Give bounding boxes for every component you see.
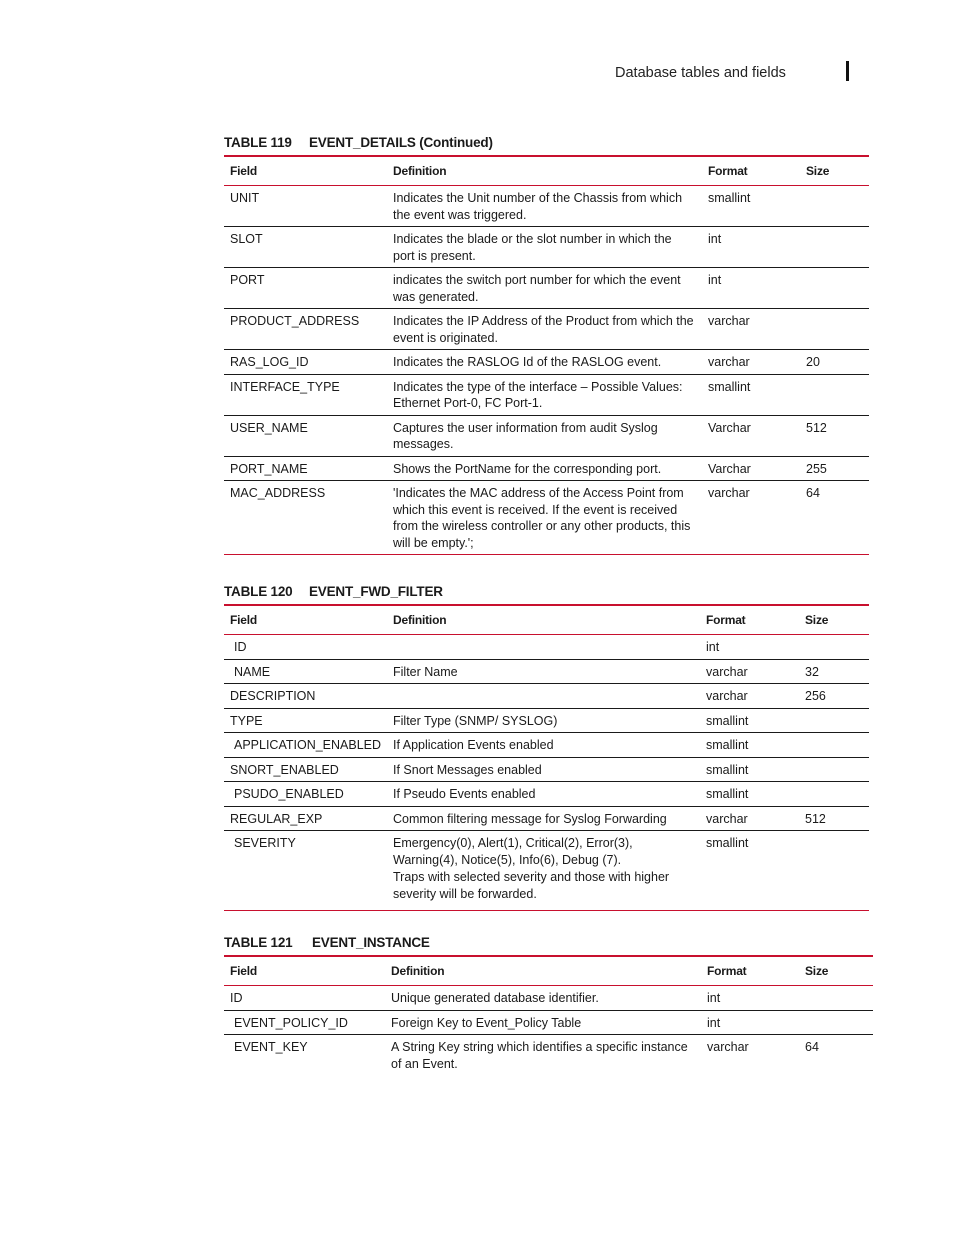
cell-definition: Indicates the type of the interface – Possible Values: Ethernet Port-0, FC Port-1. [387,374,702,415]
table-number: TABLE 119 [224,135,292,150]
cell-size [799,1010,873,1035]
column-header-definition: Definition [393,164,447,178]
cell-format: int [700,635,799,660]
cell-field: UNIT [224,186,387,227]
cell-field: PSUDO_ENABLED [224,782,387,807]
table-row [224,831,869,911]
cell-definition: If Pseudo Events enabled [387,782,700,807]
table-number: TABLE 121 [224,935,293,950]
table-row [224,186,869,227]
table-row [224,986,873,1011]
cell-field: PRODUCT_ADDRESS [224,309,387,350]
cell-format: varchar [700,806,799,831]
column-header-field: Field [230,613,258,627]
table-row [224,1010,873,1035]
cell-definition: Common filtering message for Syslog Forwarding [387,806,700,831]
cell-size [799,733,869,758]
cell-size: 32 [799,659,869,684]
cell-format: varchar [702,350,800,375]
cell-definition: Shows the PortName for the corresponding port. [387,456,702,481]
cell-size [800,374,869,415]
cell-size: 64 [800,481,869,555]
cell-format: Varchar [702,456,800,481]
cell-definition: If Snort Messages enabled [387,757,700,782]
cell-size [799,757,869,782]
cell-definition: A String Key string which identifies a specific instance of an Event. [391,1040,688,1071]
table-name: EVENT_INSTANCE [312,935,430,950]
cell-field: PORT [224,268,387,309]
cell-format: int [701,1010,799,1035]
cell-format: Varchar [702,415,800,456]
cell-size [799,986,873,1011]
table-header-row [224,156,869,186]
table-caption [224,935,873,955]
cell-field: REGULAR_EXP [224,806,387,831]
cell-format: smallint [700,782,799,807]
cell-definition: Indicates the RASLOG Id of the RASLOG event. [387,350,702,375]
table-row [224,227,869,268]
cell-format: int [702,268,800,309]
cell-field: DESCRIPTION [224,684,387,709]
table-row [224,806,869,831]
column-header-format: Format [706,613,746,627]
table-row [224,374,869,415]
cell-definition: Foreign Key to Event_Policy Table [385,1010,701,1035]
table-name: EVENT_DETAILS (Continued) [309,135,493,150]
cell-size: 512 [800,415,869,456]
cell-size [799,782,869,807]
cell-size: 20 [800,350,869,375]
cell-field: ID [224,986,385,1011]
cell-field: USER_NAME [224,415,387,456]
table-header-row [224,605,869,635]
data-table [224,955,873,1075]
data-table [224,604,869,911]
column-header-field: Field [230,164,258,178]
column-header-size: Size [805,613,829,627]
cell-format: smallint [700,831,799,911]
table-number: TABLE 120 [224,584,293,599]
cell-definition [387,831,700,911]
column-header-format: Format [707,964,747,978]
column-header-definition: Definition [391,964,445,978]
cell-definition: Filter Type (SNMP/ SYSLOG) [387,708,700,733]
table-row [224,309,869,350]
cell-size: 512 [799,806,869,831]
cell-format: varchar [702,481,800,555]
cell-field: SEVERITY [224,831,387,911]
cell-format: smallint [702,374,800,415]
cell-format: int [702,227,800,268]
column-header-size: Size [806,164,830,178]
table-row [224,481,869,555]
table-row [224,782,869,807]
cell-format: varchar [702,309,800,350]
cell-field: NAME [224,659,387,684]
cell-field: RAS_LOG_ID [224,350,387,375]
table-row [224,350,869,375]
cell-field: EVENT_POLICY_ID [224,1010,385,1035]
cell-format: smallint [700,708,799,733]
table-row [224,708,869,733]
column-header-field: Field [230,964,258,978]
cell-field: APPLICATION_ENABLED [224,733,387,758]
table-row [224,757,869,782]
cell-format: smallint [700,733,799,758]
table-row [224,635,869,660]
cell-definition: Indicates the Unit number of the Chassis from which the event was triggered. [387,186,702,227]
cell-definition: Unique generated database identifier. [385,986,701,1011]
cell-definition: If Application Events enabled [387,733,700,758]
table-row [224,268,869,309]
table-event-fwd-filter [224,584,869,911]
cell-size [800,227,869,268]
table-event-details [224,135,869,555]
table-row [224,1035,873,1076]
cell-definition: Indicates the blade or the slot number in which the port is present. [387,227,702,268]
cell-field: SLOT [224,227,387,268]
column-header-size: Size [805,964,829,978]
header-rule-mark [846,61,849,81]
column-header-definition: Definition [393,613,447,627]
cell-definition: 'Indicates the MAC address of the Access Point from which this event is received. If the event is received from the wireless controller or any other products, this will be empty.'; [387,481,702,555]
cell-field: EVENT_KEY [234,1040,308,1054]
cell-field: SNORT_ENABLED [224,757,387,782]
cell-field: MAC_ADDRESS [224,481,387,555]
cell-format: smallint [700,757,799,782]
column-header-format: Format [708,164,748,178]
cell-definition: indicates the switch port number for which the event was generated. [387,268,702,309]
cell-format: smallint [702,186,800,227]
cell-definition: Captures the user information from audit Syslog messages. [387,415,702,456]
cell-format: varchar [700,684,799,709]
table-caption [224,135,869,155]
cell-format: varchar [700,659,799,684]
table-name: EVENT_FWD_FILTER [309,584,443,599]
cell-field: ID [224,635,387,660]
cell-size [800,309,869,350]
cell-definition [387,635,700,660]
cell-field: INTERFACE_TYPE [224,374,387,415]
table-header-row [224,956,873,986]
table-row [224,415,869,456]
cell-format: int [701,986,799,1011]
table-row [224,733,869,758]
running-header-title: Database tables and fields [615,65,786,81]
cell-size [799,831,869,911]
cell-size: 255 [800,456,869,481]
cell-field: TYPE [224,708,387,733]
table-caption [224,584,869,604]
cell-size [799,708,869,733]
data-table [224,155,869,555]
table-row [224,684,869,709]
cell-format: varchar [707,1040,749,1054]
cell-field: PORT_NAME [224,456,387,481]
definition-line: Emergency(0), Alert(1), Critical(2), Error(3), Warning(4), Notice(5), Info(6), Debug (7). [393,836,633,867]
table-row [224,456,869,481]
cell-size [800,268,869,309]
cell-definition: Filter Name [387,659,700,684]
cell-size [800,186,869,227]
cell-size: 64 [805,1040,819,1054]
definition-line: Traps with selected severity and those with higher severity will be forwarded. [393,870,670,901]
cell-definition: Indicates the IP Address of the Product from which the event is originated. [387,309,702,350]
cell-definition [387,684,700,709]
table-event-instance [224,935,873,1075]
table-row [224,659,869,684]
cell-size [799,635,869,660]
cell-size: 256 [799,684,869,709]
